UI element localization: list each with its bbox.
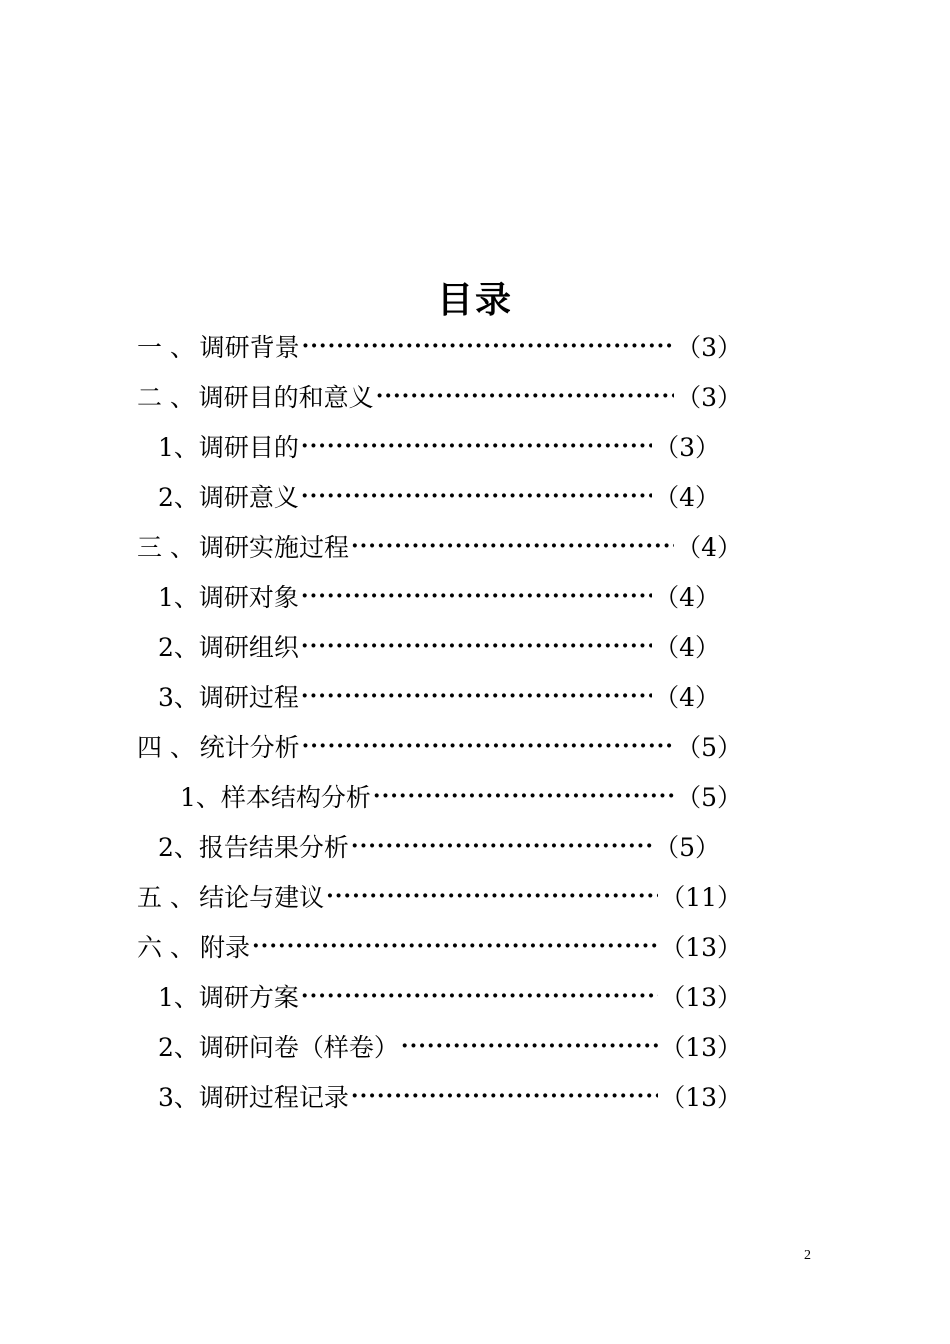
toc-entry-number: 2、 — [158, 633, 199, 662]
toc-entry-number: 1、 — [180, 783, 221, 812]
toc-dot-leader — [376, 376, 674, 416]
toc-entry-label: 调研过程记录 — [198, 1083, 349, 1112]
toc-entry-number: 2、 — [158, 833, 199, 862]
toc-entry[interactable] — [158, 476, 720, 516]
toc-entry[interactable] — [180, 776, 742, 816]
toc-entry-number: 五 、 — [137, 883, 195, 912]
toc-entry-label: 调研组织 — [198, 633, 299, 662]
toc-entry-page: （13） — [660, 1083, 742, 1112]
toc-entry-page: （5） — [654, 833, 720, 862]
toc-entry-page: （3） — [654, 433, 720, 462]
toc-entry-label: 结论与建议 — [199, 883, 325, 912]
toc-entry[interactable] — [158, 426, 720, 466]
toc-entry-page: （4） — [654, 583, 720, 612]
toc-entry-label: 附录 — [200, 933, 251, 962]
toc-entry-label: 统计分析 — [199, 733, 300, 762]
toc-entry-page: （13） — [660, 983, 742, 1012]
toc-entry-number: 一 、 — [137, 333, 195, 362]
toc-entry-label: 调研意义 — [198, 483, 299, 512]
toc-dot-leader — [373, 776, 674, 816]
toc-entry-page: （13） — [660, 1033, 742, 1062]
toc-dot-leader — [301, 626, 652, 666]
toc-dot-leader — [401, 1026, 658, 1066]
toc-entry-page: （4） — [654, 483, 720, 512]
toc-entry[interactable] — [158, 826, 720, 866]
toc-entry-label: 调研背景 — [199, 333, 300, 362]
toc-entry[interactable] — [158, 676, 720, 716]
toc-entry-page: （11） — [660, 883, 742, 912]
toc-entry[interactable] — [137, 526, 742, 566]
toc-dot-leader — [302, 326, 675, 366]
toc-entry-label: 调研方案 — [198, 983, 299, 1012]
toc-dot-leader — [301, 426, 652, 466]
toc-entry-label: 调研实施过程 — [198, 533, 349, 562]
toc-entry[interactable] — [137, 376, 742, 416]
toc-entry[interactable] — [158, 976, 742, 1016]
toc-entry[interactable] — [137, 876, 742, 916]
toc-dot-leader — [351, 826, 652, 866]
toc-entry-page: （4） — [676, 533, 742, 562]
toc-entry-page: （5） — [676, 783, 742, 812]
toc-entry-page: （3） — [676, 383, 742, 412]
toc-dot-leader — [351, 1076, 658, 1116]
toc-entry-number: 3、 — [158, 1083, 199, 1112]
toc-entry-number: 3、 — [158, 683, 199, 712]
toc-entry-page: （13） — [660, 933, 742, 962]
toc-entry-number: 六 、 — [137, 933, 195, 962]
toc-dot-leader — [301, 476, 652, 516]
toc-dot-leader — [302, 726, 675, 766]
toc-dot-leader — [351, 526, 674, 566]
toc-dot-leader — [301, 576, 652, 616]
toc-entry[interactable] — [158, 626, 720, 666]
toc-entry-label: 调研问卷（样卷） — [198, 1033, 399, 1062]
toc-entry-page: （3） — [676, 333, 742, 362]
toc-entry-number: 四 、 — [137, 733, 195, 762]
toc-entry[interactable] — [158, 1076, 742, 1116]
toc-entry-page: （4） — [654, 633, 720, 662]
toc-entry[interactable] — [158, 1026, 742, 1066]
toc-entry-number: 1、 — [158, 433, 199, 462]
toc-entry[interactable] — [137, 726, 742, 766]
toc-entry-page: （4） — [654, 683, 720, 712]
toc-entry[interactable] — [137, 326, 742, 366]
toc-entry-label: 调研过程 — [198, 683, 299, 712]
page-number: 2 — [804, 1248, 811, 1263]
toc-entry-label: 调研对象 — [198, 583, 299, 612]
toc-dot-leader — [252, 926, 658, 966]
toc-entry-number: 二 、 — [137, 383, 195, 412]
page-title: 目录 — [436, 280, 513, 321]
toc-dot-leader — [301, 976, 658, 1016]
toc-entry[interactable] — [158, 576, 720, 616]
toc-entry-page: （5） — [676, 733, 742, 762]
toc-entry-label: 调研目的和意义 — [198, 383, 374, 412]
toc-entry-number: 1、 — [158, 983, 199, 1012]
toc-entry-label: 调研目的 — [198, 433, 299, 462]
toc-entry-number: 2、 — [158, 1033, 199, 1062]
toc-entry-number: 2、 — [158, 483, 199, 512]
toc-dot-leader — [326, 876, 658, 916]
toc-entry-number: 三 、 — [137, 533, 195, 562]
toc-entry-label: 样本结构分析 — [220, 783, 371, 812]
toc-entry-number: 1、 — [158, 583, 199, 612]
toc-dot-leader — [301, 676, 652, 716]
toc-entry[interactable] — [137, 926, 742, 966]
toc-entry-label: 报告结果分析 — [198, 833, 349, 862]
